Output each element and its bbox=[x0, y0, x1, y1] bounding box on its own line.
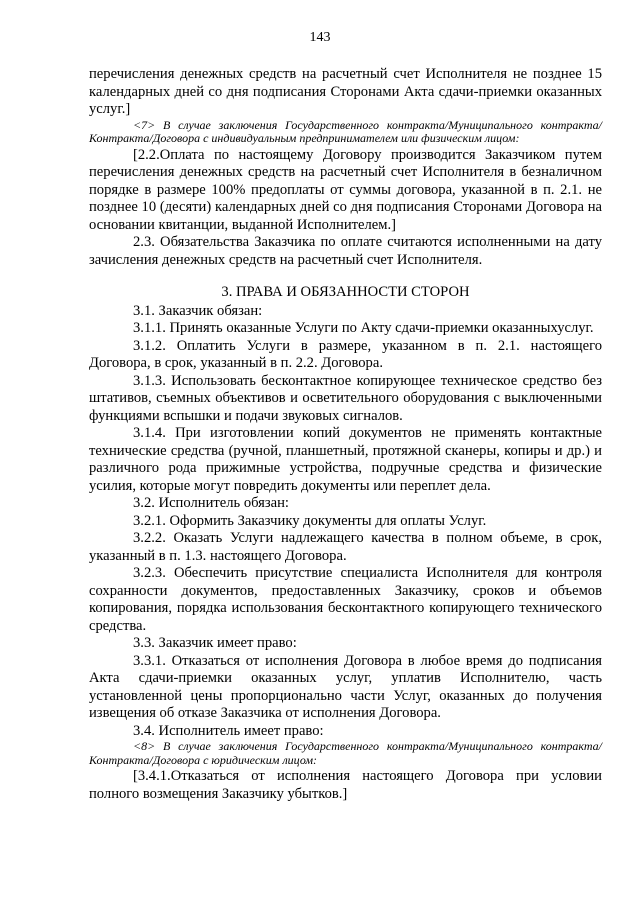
paragraph-3-4: 3.4. Исполнитель имеет право: bbox=[133, 722, 324, 739]
document-body bbox=[89, 66, 602, 803]
paragraph-3-2-2: 3.2.2. Оказать Услуги надлежащего качества в полном объеме, в срок, указанный в п. 1.3. настоящего Договора. bbox=[89, 530, 602, 564]
paragraph-3-2-1: 3.2.1. Оформить Заказчику документы для оплаты Услуг. bbox=[133, 512, 487, 529]
footnote-8-condition: <8> В случае заключения Государственного контракта/Муниципального контракта/Контракта/Договора с юридическим лицом: bbox=[89, 739, 602, 767]
page-number: 143 bbox=[309, 30, 331, 45]
paragraph-3-1-1: 3.1.1. Принять оказанные Услуги по Акту сдачи-приемки оказанныхуслуг. bbox=[133, 320, 594, 336]
paragraph-2-2: [2.2.Оплата по настоящему Договору производится Заказчиком путем перечисления денежных средств на расчетный счет Исполнителя в безналичном порядке в размере 100% предоплаты от суммы договора, указанной в п. 2.1. не позднее 10 (десяти) календарных дней со дня подписания Сторонами Договора на основании квитанции, выданной Исполнителем.] bbox=[89, 146, 602, 233]
paragraph-3-1-3: 3.1.3. Использовать бесконтактное копирующее техническое средство без штативов, съемных объективов и осветительного оборудования с выключенными функциями вспышки и подачи звуковых сигналов. bbox=[89, 372, 602, 424]
paragraph-2-3: 2.3. Обязательства Заказчика по оплате считаются исполненными на дату зачисления денежных средств на расчетный счет Исполнителя. bbox=[89, 234, 602, 268]
section-3-heading: 3. ПРАВА И ОБЯЗАННОСТИ СТОРОН bbox=[221, 284, 470, 300]
paragraph-3-2: 3.2. Исполнитель обязан: bbox=[133, 495, 289, 511]
footnote-7-condition: <7> В случае заключения Государственного контракта/Муниципального контракта/Контракта/Договора с индивидуальным предпринимателем или физическим лицом: bbox=[89, 117, 602, 145]
paragraph-3-3-1: 3.3.1. Отказаться от исполнения Договора в любое время до подписания Акта сдачи-приемки оказанных услуг, уплатив Исполнителю, часть установленной цены пропорционально части Услуг, оказанных до получения извещения об отказе Заказчика от исполнения Договора. bbox=[89, 652, 602, 721]
paragraph-3-1-4: 3.1.4. При изготовлении копий документов не применять контактные технические средства (ручной, планшетный, протяжной сканеры, копиры и др.) и различного рода прижимные устройства, подручные средства и физические усилия, которые могут повредить документы или переплет дела. bbox=[89, 425, 602, 494]
paragraph-3-4-1: [3.4.1.Отказаться от исполнения настоящего Договора при условии полного возмещения Заказчику убытков.] bbox=[89, 768, 602, 802]
paragraph-3-1: 3.1. Заказчик обязан: bbox=[133, 302, 263, 319]
paragraph-3-2-3: 3.2.3. Обеспечить присутствие специалиста Исполнителя для контроля сохранности документов, предоставленных Заказчику, сроков и объемов копирования, порядка использования бесконтактного копирующего технического средства. bbox=[89, 565, 602, 634]
paragraph-payment-continuation: перечисления денежных средств на расчетный счет Исполнителя не позднее 15 календарных дней со дня подписания Сторонами Акта сдачи-приемки оказанных услуг.] bbox=[89, 66, 602, 117]
paragraph-3-3: 3.3. Заказчик имеет право: bbox=[133, 635, 297, 651]
paragraph-3-1-2: 3.1.2. Оплатить Услуги в размере, указанном в п. 2.1. настоящего Договора, в срок, указанный в п. 2.2. Договора. bbox=[89, 337, 602, 371]
